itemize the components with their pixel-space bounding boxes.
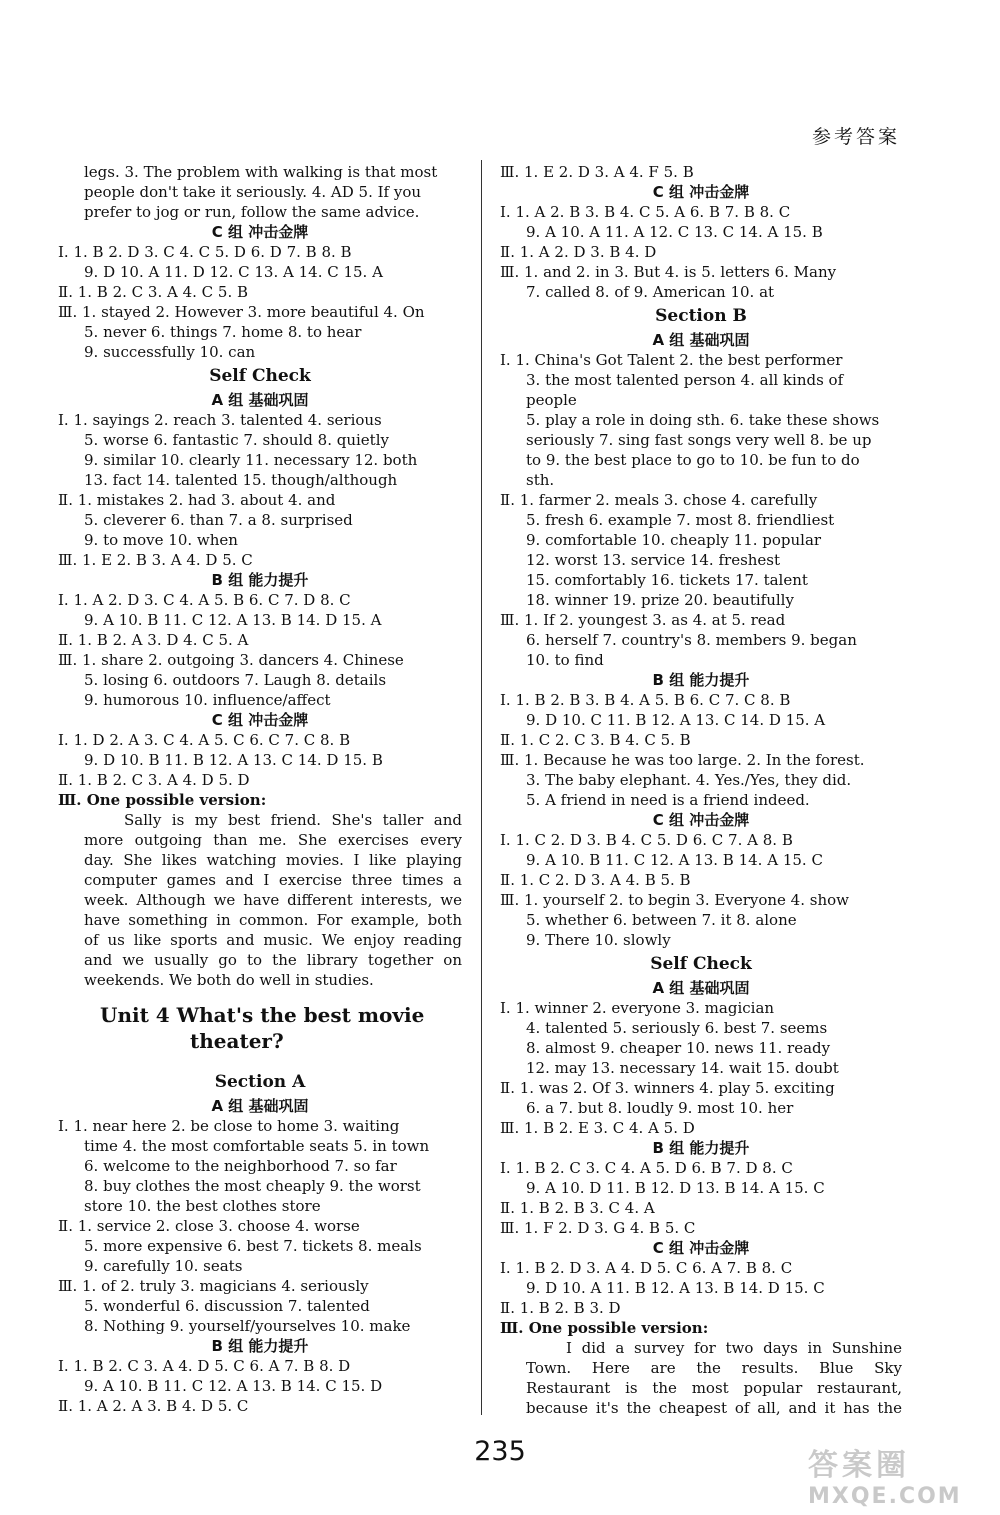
answer-line: legs. 3. The problem with walking is that most [84,163,438,181]
answer-line: sth. [526,471,555,489]
answer-line: 9. D 10. B 11. B 12. A 13. C 14. D 15. B [84,751,383,769]
section-heading: Self Check [209,366,311,386]
answer-line: 9. to move 10. when [84,531,238,549]
answer-line: Ⅰ. 1. winner 2. everyone 3. magician [500,999,775,1017]
answer-line: 5. never 6. things 7. home 8. to hear [84,323,362,341]
answer-line: 15. comfortably 16. tickets 17. talent [526,571,808,589]
group-heading: C 组 冲击金牌 [652,811,750,829]
answer-line: Ⅱ. 1. B 2. B 3. D [500,1299,621,1317]
answer-line: Ⅲ. 1. B 2. E 3. C 4. A 5. D [500,1119,695,1137]
answer-line: 8. almost 9. cheaper 10. news 11. ready [526,1039,831,1057]
answer-line: 5. losing 6. outdoors 7. Laugh 8. details [84,671,387,689]
group-heading: C 组 冲击金牌 [652,183,750,201]
answer-line: Ⅲ. 1. stayed 2. However 3. more beautiful 4. On [58,303,425,321]
answer-line: Ⅲ. 1. and 2. in 3. But 4. is 5. letters 6. Many [500,263,837,281]
essay-line: week. Although we have different interests, we [84,891,462,909]
answer-line: 9. humorous 10. influence/affect [84,691,331,709]
page-number: 235 [474,1436,526,1467]
group-heading: A 组 基础巩固 [652,979,750,997]
answer-line: Ⅰ. 1. A 2. B 3. B 4. C 5. A 6. B 7. B 8. C [500,203,791,221]
answer-line: 5. A friend in need is a friend indeed. [526,791,810,809]
answer-line: 9. There 10. slowly [526,931,671,949]
watermark-url: MXQE.COM [808,1484,962,1509]
answer-line: Ⅰ. 1. D 2. A 3. C 4. A 5. C 6. C 7. C 8. B [58,731,351,749]
answer-line: 10. to find [526,651,604,669]
essay-line: have something in common. For example, both [84,911,462,929]
answer-line: Ⅰ. 1. China's Got Talent 2. the best performer [500,351,843,369]
answer-line: 5. wonderful 6. discussion 7. talented [84,1297,370,1315]
essay-line: Restaurant is the most popular restaurant, [526,1379,902,1397]
answer-line: 9. A 10. D 11. B 12. D 13. B 14. A 15. C [526,1179,825,1197]
answer-line: Ⅰ. 1. near here 2. be close to home 3. waiting [58,1117,400,1135]
answer-line: people [526,391,577,409]
essay-line: Sally is my best friend. She's taller and [124,811,462,829]
essay-line: I did a survey for two days in Sunshine [566,1339,902,1357]
right-column [500,162,902,1418]
answer-line: 9. A 10. B 11. C 12. A 13. B 14. D 15. A [84,611,382,629]
answer-line: prefer to jog or run, follow the same advice. [84,203,420,221]
answer-line: Ⅱ. 1. C 2. C 3. B 4. C 5. B [500,731,691,749]
answer-line: Ⅲ. 1. If 2. youngest 3. as 4. at 5. read [500,611,786,629]
answer-line: time 4. the most comfortable seats 5. in town [84,1137,430,1155]
answer-line: 7. called 8. of 9. American 10. at [526,283,775,301]
group-heading: C 组 冲击金牌 [211,711,309,729]
group-heading: B 组 能力提升 [652,1139,750,1157]
answer-line: 9. D 10. A 11. B 12. A 13. B 14. D 15. C [526,1279,825,1297]
answer-line: Ⅲ. 1. E 2. B 3. A 4. D 5. C [58,551,253,569]
answer-line: Ⅰ. 1. B 2. C 3. C 4. A 5. D 6. B 7. D 8. C [500,1159,793,1177]
essay-line: computer games and I exercise three times a [84,871,462,889]
group-heading: A 组 基础巩固 [211,1097,309,1115]
answer-line: 8. Nothing 9. yourself/yourselves 10. make [84,1317,411,1335]
answer-line: Ⅲ. One possible version: [58,791,267,809]
answer-line: 5. fresh 6. example 7. most 8. friendliest [526,511,835,529]
essay-line: weekends. We both do well in studies. [84,971,374,989]
answer-line: 5. whether 6. between 7. it 8. alone [526,911,797,929]
answer-line: Ⅰ. 1. sayings 2. reach 3. talented 4. serious [58,411,382,429]
answer-line: Ⅱ. 1. B 2. C 3. A 4. D 5. D [58,771,250,789]
watermark-logo [808,1440,986,1509]
group-heading: B 组 能力提升 [652,671,750,689]
answer-line: Ⅲ. 1. F 2. D 3. G 4. B 5. C [500,1219,696,1237]
answer-line: 12. may 13. necessary 14. wait 15. doubt [526,1059,839,1077]
answer-line: Ⅱ. 1. B 2. C 3. A 4. C 5. B [58,283,249,301]
answer-line: Ⅱ. 1. farmer 2. meals 3. chose 4. carefully [500,491,818,509]
answer-line: 12. worst 13. service 14. freshest [526,551,781,569]
answer-line: 5. worse 6. fantastic 7. should 8. quietly [84,431,389,449]
answer-line: to 9. the best place to go to 10. be fun to do [526,451,860,469]
group-heading: A 组 基础巩固 [211,391,309,409]
group-heading: B 组 能力提升 [211,571,309,589]
essay-line: because it's the cheapest of all, and it has the [526,1399,902,1417]
answer-line: Ⅲ. 1. Because he was too large. 2. In the forest. [500,751,865,769]
answer-line: Ⅲ. One possible version: [500,1319,709,1337]
answer-line: 9. D 10. C 11. B 12. A 13. C 14. D 15. A [526,711,826,729]
answer-line: Ⅲ. 1. of 2. truly 3. magicians 4. seriously [58,1277,369,1295]
answer-line: 18. winner 19. prize 20. beautifully [526,591,794,609]
answer-line: Ⅱ. 1. was 2. Of 3. winners 4. play 5. exciting [500,1079,835,1097]
section-heading: Section B [655,306,747,326]
section-heading: Self Check [650,954,752,974]
group-heading: A 组 基础巩固 [652,331,750,349]
watermark-text: 答案圈 [808,1448,910,1483]
answer-line: Ⅰ. 1. C 2. D 3. B 4. C 5. D 6. C 7. A 8. B [500,831,793,849]
answer-line: 3. The baby elephant. 4. Yes./Yes, they did. [526,771,852,789]
answer-line: Ⅲ. 1. E 2. D 3. A 4. F 5. B [500,163,694,181]
answer-line: Ⅱ. 1. A 2. D 3. B 4. D [500,243,657,261]
answer-line: 9. A 10. B 11. C 12. A 13. B 14. C 15. D [84,1377,383,1395]
left-column [58,162,462,1416]
answer-line: Ⅰ. 1. B 2. D 3. C 4. C 5. D 6. D 7. B 8. B [58,243,352,261]
column-divider [481,160,482,1415]
answer-line: 8. buy clothes the most cheaply 9. the worst [84,1177,421,1195]
answer-line: 9. similar 10. clearly 11. necessary 12. both [84,451,418,469]
answer-line: Ⅱ. 1. mistakes 2. had 3. about 4. and [58,491,336,509]
page-header: 参考答案 [811,126,900,148]
answer-line: 9. successfully 10. can [84,343,256,361]
unit-title-line: Unit 4 What's the best movie [100,1003,425,1027]
answer-line: 9. comfortable 10. cheaply 11. popular [526,531,822,549]
answer-line: 5. cleverer 6. than 7. a 8. surprised [84,511,353,529]
answer-line: Ⅰ. 1. B 2. B 3. B 4. A 5. B 6. C 7. C 8. B [500,691,791,709]
unit-title [58,1002,462,1054]
essay-line: of us like sports and music. We enjoy reading [84,931,462,949]
answer-line: Ⅲ. 1. share 2. outgoing 3. dancers 4. Chinese [58,651,404,669]
answer-line: Ⅰ. 1. A 2. D 3. C 4. A 5. B 6. C 7. D 8. C [58,591,351,609]
answer-line: seriously 7. sing fast songs very well 8. be up [526,431,872,449]
essay-line: and we usually go to the library together on [84,951,462,969]
answer-line: Ⅰ. 1. B 2. C 3. A 4. D 5. C 6. A 7. B 8. D [58,1357,351,1375]
answer-line: 6. herself 7. country's 8. members 9. began [526,631,857,649]
answer-line: 6. a 7. but 8. loudly 9. most 10. her [526,1099,794,1117]
answer-line: 13. fact 14. talented 15. though/although [84,471,398,489]
answer-line: 9. carefully 10. seats [84,1257,243,1275]
answer-line: 5. play a role in doing sth. 6. take these shows [526,411,880,429]
essay-line: more outgoing than me. She exercises every [84,831,462,849]
answer-line: Ⅱ. 1. B 2. A 3. D 4. C 5. A [58,631,249,649]
answer-line: Ⅱ. 1. B 2. B 3. C 4. A [500,1199,655,1217]
answer-line: Ⅲ. 1. yourself 2. to begin 3. Everyone 4. show [500,891,849,909]
answer-line: 4. talented 5. seriously 6. best 7. seems [526,1019,828,1037]
answer-line: Ⅰ. 1. B 2. D 3. A 4. D 5. C 6. A 7. B 8. C [500,1259,793,1277]
answer-line: Ⅱ. 1. C 2. D 3. A 4. B 5. B [500,871,691,889]
essay-line: day. She likes watching movies. I like playing [84,851,462,869]
group-heading: C 组 冲击金牌 [211,223,309,241]
answer-line: people don't take it seriously. 4. AD 5. If you [84,183,422,201]
answer-line: store 10. the best clothes store [84,1197,321,1215]
answer-line: 6. welcome to the neighborhood 7. so far [84,1157,397,1175]
section-heading: Section A [214,1072,306,1092]
answer-line: 9. A 10. A 11. A 12. C 13. C 14. A 15. B [526,223,823,241]
answer-line: 5. more expensive 6. best 7. tickets 8. meals [84,1237,422,1255]
answer-line: Ⅱ. 1. service 2. close 3. choose 4. worse [58,1217,360,1235]
answer-line: Ⅱ. 1. A 2. A 3. B 4. D 5. C [58,1397,249,1415]
answer-line: 3. the most talented person 4. all kinds of [526,371,844,389]
essay-line: Town. Here are the results. Blue Sky [526,1359,902,1377]
answer-line: 9. D 10. A 11. D 12. C 13. A 14. C 15. A [84,263,383,281]
group-heading: B 组 能力提升 [211,1337,309,1355]
answer-line: 9. A 10. B 11. C 12. A 13. B 14. A 15. C [526,851,823,869]
unit-title-line: theater? [190,1029,284,1053]
group-heading: C 组 冲击金牌 [652,1239,750,1257]
